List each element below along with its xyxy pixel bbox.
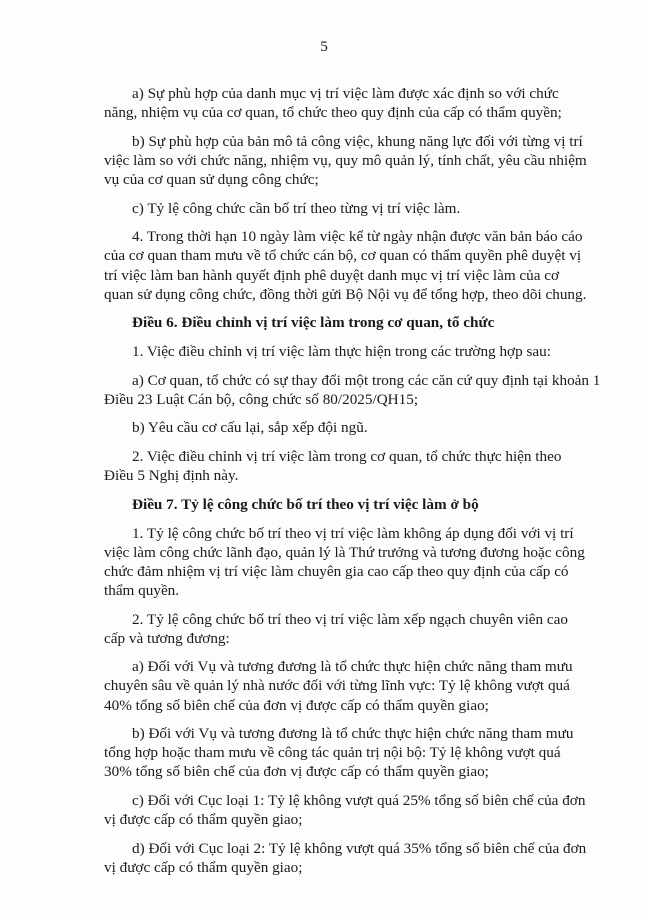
text-line: vụ của cơ quan sử dụng công chức;: [104, 170, 319, 188]
text-line: c) Đối với Cục loại 1: Tỷ lệ không vượt quá 25% tổng số biên chế của đơn: [132, 792, 586, 810]
paragraph: [104, 657, 573, 714]
text-line: c) Tỷ lệ công chức cần bố trí theo từng vị trí việc làm.: [132, 199, 461, 217]
text-line: việc làm công chức lãnh đạo, quản lý là Thứ trưởng và tương đương hoặc công: [104, 543, 585, 561]
text-line: 30% tổng số biên chế của đơn vị được cấp có thẩm quyền giao;: [104, 763, 489, 781]
text-line: của cơ quan tham mưu về tổ chức cán bộ, cơ quan có thẩm quyền phê duyệt vị: [104, 247, 582, 265]
paragraph: [104, 524, 585, 600]
text-line: 4. Trong thời hạn 10 ngày làm việc kể từ ngày nhận được văn bản báo cáo: [132, 228, 583, 246]
text-line: a) Sự phù hợp của danh mục vị trí việc làm được xác định so với chức: [132, 85, 559, 102]
article-heading: [104, 495, 536, 514]
text-line: b) Yêu cầu cơ cấu lại, sắp xếp đội ngũ.: [132, 419, 368, 437]
text-line: 1. Tỷ lệ công chức bố trí theo vị trí việc làm không áp dụng đối với vị trí: [132, 524, 574, 542]
text-line: Điều 6. Điều chỉnh vị trí việc làm trong cơ quan, tổ chức: [132, 314, 495, 332]
text-line: a) Cơ quan, tổ chức có sự thay đổi một trong các căn cứ quy định tại khoản 1: [132, 371, 601, 389]
text-line: 1. Việc điều chỉnh vị trí việc làm thực hiện trong các trường hợp sau:: [132, 343, 551, 360]
text-line: Điều 7. Tỷ lệ công chức bố trí theo vị trí việc làm ở bộ: [132, 495, 479, 513]
paragraph: [104, 610, 569, 648]
text-line: quan sử dụng công chức, đồng thời gửi Bộ Nội vụ để tổng hợp, theo dõi chung.: [104, 285, 587, 303]
paragraph: [104, 447, 562, 485]
text-line: vị được cấp có thẩm quyền giao;: [104, 811, 303, 829]
text-line: chức đảm nhiệm vị trí việc làm chuyên gia cao cấp theo quy định của cấp có: [104, 562, 569, 580]
text-line: cấp và tương đương:: [104, 629, 230, 647]
text-line: chuyên sâu về quản lý nhà nước đối với từng lĩnh vực: Tỷ lệ không vượt quá: [104, 677, 570, 695]
paragraph: [104, 724, 574, 781]
text-line: Điều 5 Nghị định này.: [104, 467, 239, 485]
paragraph: [104, 371, 601, 409]
text-line: b) Đối với Vụ và tương đương là tổ chức thực hiện chức năng tham mưu: [132, 725, 574, 743]
text-line: trí việc làm ban hành quyết định phê duyệt danh mục vị trí việc làm của cơ: [104, 266, 560, 284]
document-body: [104, 84, 601, 887]
paragraph: [104, 199, 536, 218]
paragraph: [104, 791, 586, 829]
text-line: d) Đối với Cục loại 2: Tỷ lệ không vượt quá 35% tổng số biên chế của đơn: [132, 839, 587, 857]
text-line: thẩm quyền.: [104, 581, 180, 599]
text-line: Điều 23 Luật Cán bộ, công chức số 80/2025/QH15;: [104, 390, 419, 408]
article-heading: [104, 313, 536, 332]
text-line: tổng hợp hoặc tham mưu về công tác quản trị nội bộ: Tỷ lệ không vượt quá: [104, 744, 561, 762]
paragraph: [104, 84, 562, 122]
text-line: việc làm so với chức năng, nhiệm vụ, quy mô quản lý, tính chất, yêu cầu nhiệm: [104, 151, 587, 169]
paragraph: [104, 839, 587, 877]
text-line: 40% tổng số biên chế của đơn vị được cấp có thẩm quyền giao;: [104, 696, 489, 714]
page-number: 5: [320, 38, 328, 55]
text-line: a) Đối với Vụ và tương đương là tổ chức thực hiện chức năng tham mưu: [132, 658, 573, 676]
text-line: 2. Việc điều chỉnh vị trí việc làm trong cơ quan, tổ chức thực hiện theo: [132, 448, 562, 466]
paragraph: [104, 418, 536, 437]
paragraph: [104, 342, 551, 361]
paragraph: [104, 227, 587, 303]
paragraph: [104, 132, 587, 189]
text-line: vị được cấp có thẩm quyền giao;: [104, 859, 303, 876]
text-line: năng, nhiệm vụ của cơ quan, tổ chức theo quy định của cấp có thẩm quyền;: [104, 104, 562, 122]
text-line: b) Sự phù hợp của bản mô tả công việc, khung năng lực đối với từng vị trí: [132, 132, 583, 150]
text-line: 2. Tỷ lệ công chức bố trí theo vị trí việc làm xếp ngạch chuyên viên cao: [132, 610, 569, 628]
